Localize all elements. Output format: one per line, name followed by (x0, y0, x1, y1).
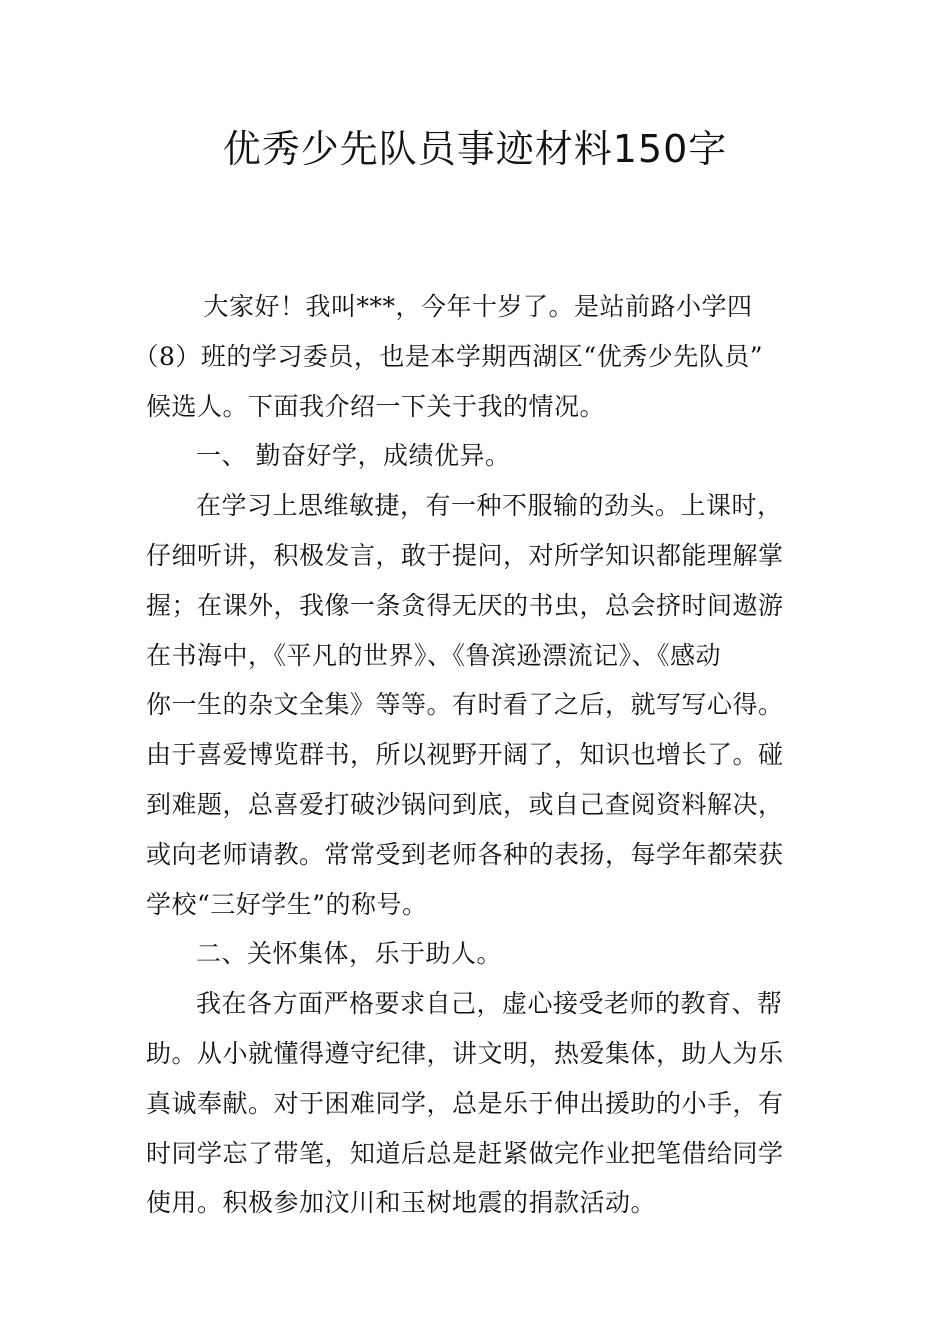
text-line: 在书海中，《平凡的世界》、《鲁滨逊漂流记》、《感动 (146, 640, 722, 670)
text-line: 你一生的杂文全集》等等。有时看了之后，就写写心得。 (146, 690, 784, 720)
paragraph-study (146, 481, 810, 929)
text-line: 真诚奉献。对于困难同学，总是乐于伸出援助的小手，有 (146, 1088, 784, 1118)
text-line: 一、 勤奋好学，成绩优异。 (196, 441, 511, 471)
document-body (133, 282, 810, 1228)
document-title: 优秀少先队员事迹材料150字 (222, 127, 728, 171)
text-line: 二、关怀集体，乐于助人。 (196, 939, 503, 969)
text-line: 仔细听讲，积极发言，敢于提问，对所学知识都能理解掌 (146, 540, 784, 570)
text-line: 使用。积极参加汶川和玉树地震的捐款活动。 (146, 1188, 657, 1218)
text-line: 握；在课外，我像一条贪得无厌的书虫，总会挤时间遨游 (146, 590, 784, 620)
paragraph-collective (146, 979, 810, 1228)
text-line: 候选人。下面我介绍一下关于我的情况。 (146, 391, 606, 421)
text-line: 大家好！我叫***，今年十岁了。是站前路小学四 (203, 292, 753, 321)
text-line: 学校“三好学生”的称号。 (146, 889, 428, 919)
text-line: （8）班的学习委员，也是本学期西湖区“优秀少先队员” (133, 341, 763, 371)
text-line: 我在各方面严格要求自己，虚心接受老师的教育、帮 (196, 989, 783, 1019)
text-line: 助。从小就懂得遵守纪律，讲文明，热爱集体，助人为乐 (146, 1038, 784, 1068)
text-line: 或向老师请教。常常受到老师各种的表扬，每学年都荣获 (146, 839, 784, 869)
paragraph-intro (133, 282, 810, 431)
section-heading-1 (146, 431, 810, 481)
section-heading-2 (146, 929, 810, 979)
text-line: 到难题，总喜爱打破沙锅问到底，或自己查阅资料解决， (146, 789, 784, 819)
text-line: 时同学忘了带笔，知道后总是赶紧做完作业把笔借给同学 (146, 1138, 784, 1168)
text-line: 由于喜爱博览群书，所以视野开阔了，知识也增长了。碰 (146, 740, 784, 770)
text-line: 在学习上思维敏捷，有一种不服输的劲头。上课时， (196, 491, 783, 521)
